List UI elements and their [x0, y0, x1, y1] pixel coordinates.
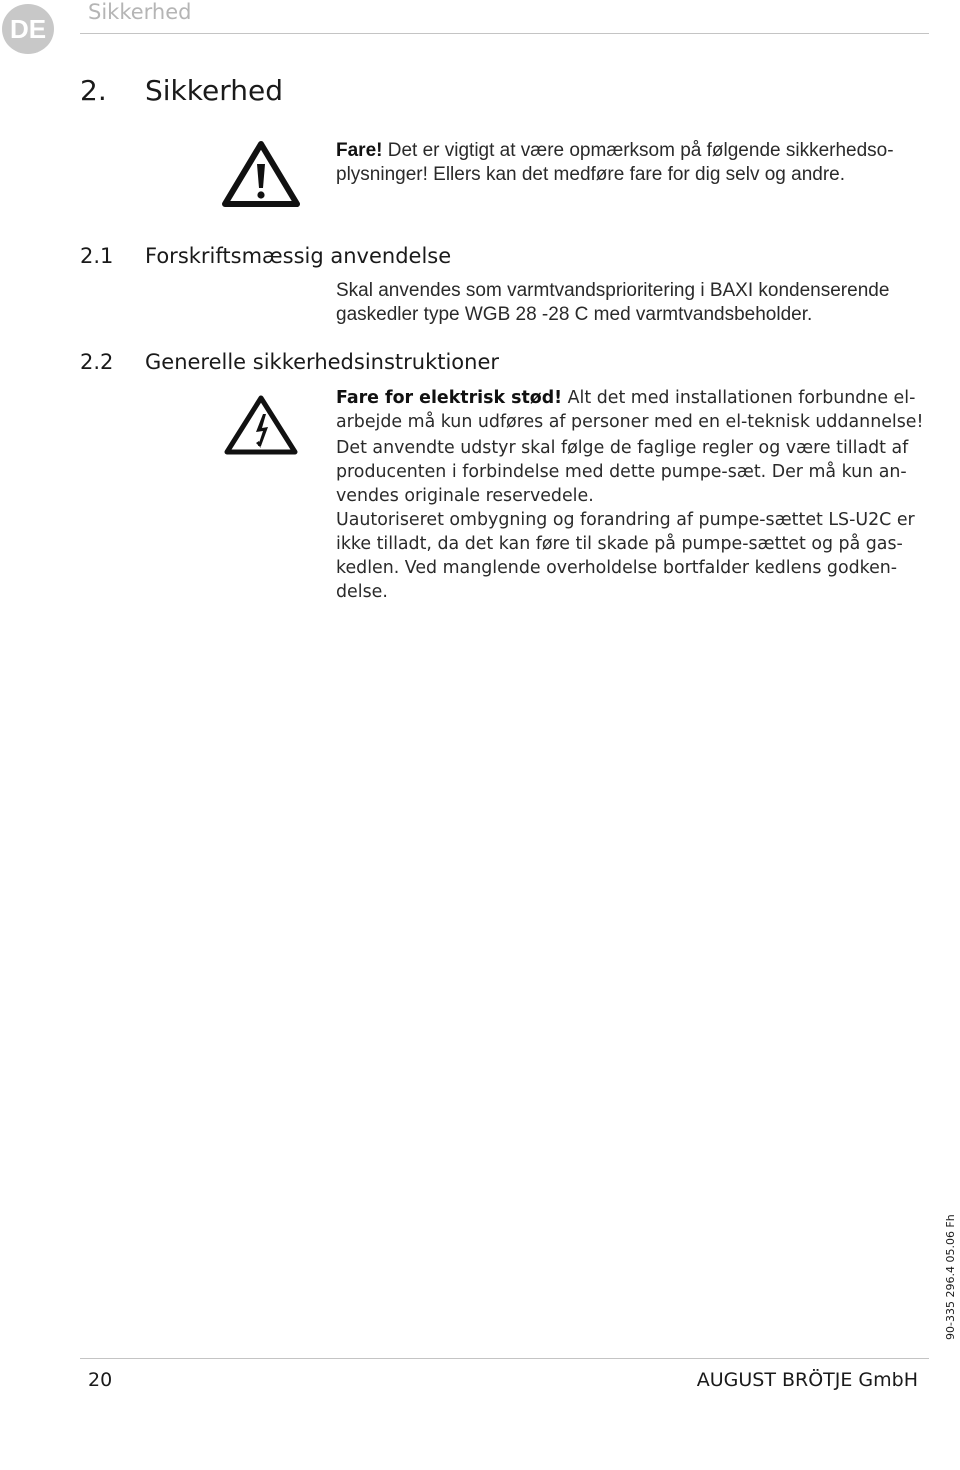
electric-warning-text: [336, 386, 930, 434]
intended-use-text: [336, 279, 930, 327]
running-header-title: Sikkerhed: [88, 0, 192, 24]
modification-line-1: Uautoriseret ombygning og forandring af pumpe-sættet LS-U2C er: [336, 510, 915, 530]
modification-line-4: delse.: [336, 582, 388, 602]
danger-text-line-2: plysninger! Ellers kan det medføre fare for dig selv og andre.: [336, 164, 846, 185]
electric-warning-line-1: Alt det med installationen forbundne el-: [562, 388, 916, 408]
warning-exclamation-icon: [222, 140, 300, 208]
modification-line-3: kedlen. Ved manglende overholdelse bortfalder kedlens godken-: [336, 558, 898, 578]
equipment-line-1: Det anvendte udstyr skal følge de faglige regler og være tilladt af: [336, 438, 909, 458]
intended-use-line-2: gaskedler type WGB 28 -28 C med varmtvandsbeholder.: [336, 304, 813, 325]
subsection-number-2-1: 2.1: [80, 244, 114, 268]
document-code: [944, 1214, 957, 1470]
electric-warning-line-2: arbejde må kun udføres af personer med en el-teknisk uddannelse!: [336, 412, 924, 432]
header-divider: [80, 33, 929, 34]
danger-lead: Fare!: [336, 140, 383, 161]
equipment-line-3: vendes originale reservedele.: [336, 486, 594, 506]
section-number: 2.: [80, 74, 107, 107]
subsection-title-2-2: Generelle sikkerhedsinstruktioner: [145, 350, 500, 374]
modification-paragraph: [336, 508, 930, 604]
document-code-text: 90-335 296.4 05.06 Fh: [944, 1214, 957, 1340]
footer-divider: [80, 1358, 929, 1359]
language-badge: DE: [2, 4, 54, 54]
electric-warning-lead: Fare for elektrisk stød!: [336, 388, 563, 408]
electric-shock-warning-icon: [223, 394, 299, 456]
page-title: Sikkerhed: [145, 74, 283, 107]
company-name: AUGUST BRÖTJE GmbH: [696, 1369, 918, 1391]
subsection-number-2-2: 2.2: [80, 350, 114, 374]
page-number: 20: [88, 1369, 113, 1391]
subsection-title-2-1: Forskriftsmæssig anvendelse: [145, 244, 452, 268]
danger-text-line-1: Det er vigtigt at være opmærksom på følgende sikkerhedso-: [382, 140, 894, 161]
equipment-paragraph: [336, 436, 930, 508]
modification-line-2: ikke tilladt, da det kan føre til skade på pumpe-sættet og på gas-: [336, 534, 903, 554]
equipment-line-2: producenten i forbindelse med dette pumpe-sæt. Der må kun an-: [336, 462, 907, 482]
intended-use-line-1: Skal anvendes som varmtvandsprioritering i BAXI kondenserende: [336, 280, 890, 301]
danger-notice: [336, 139, 930, 187]
